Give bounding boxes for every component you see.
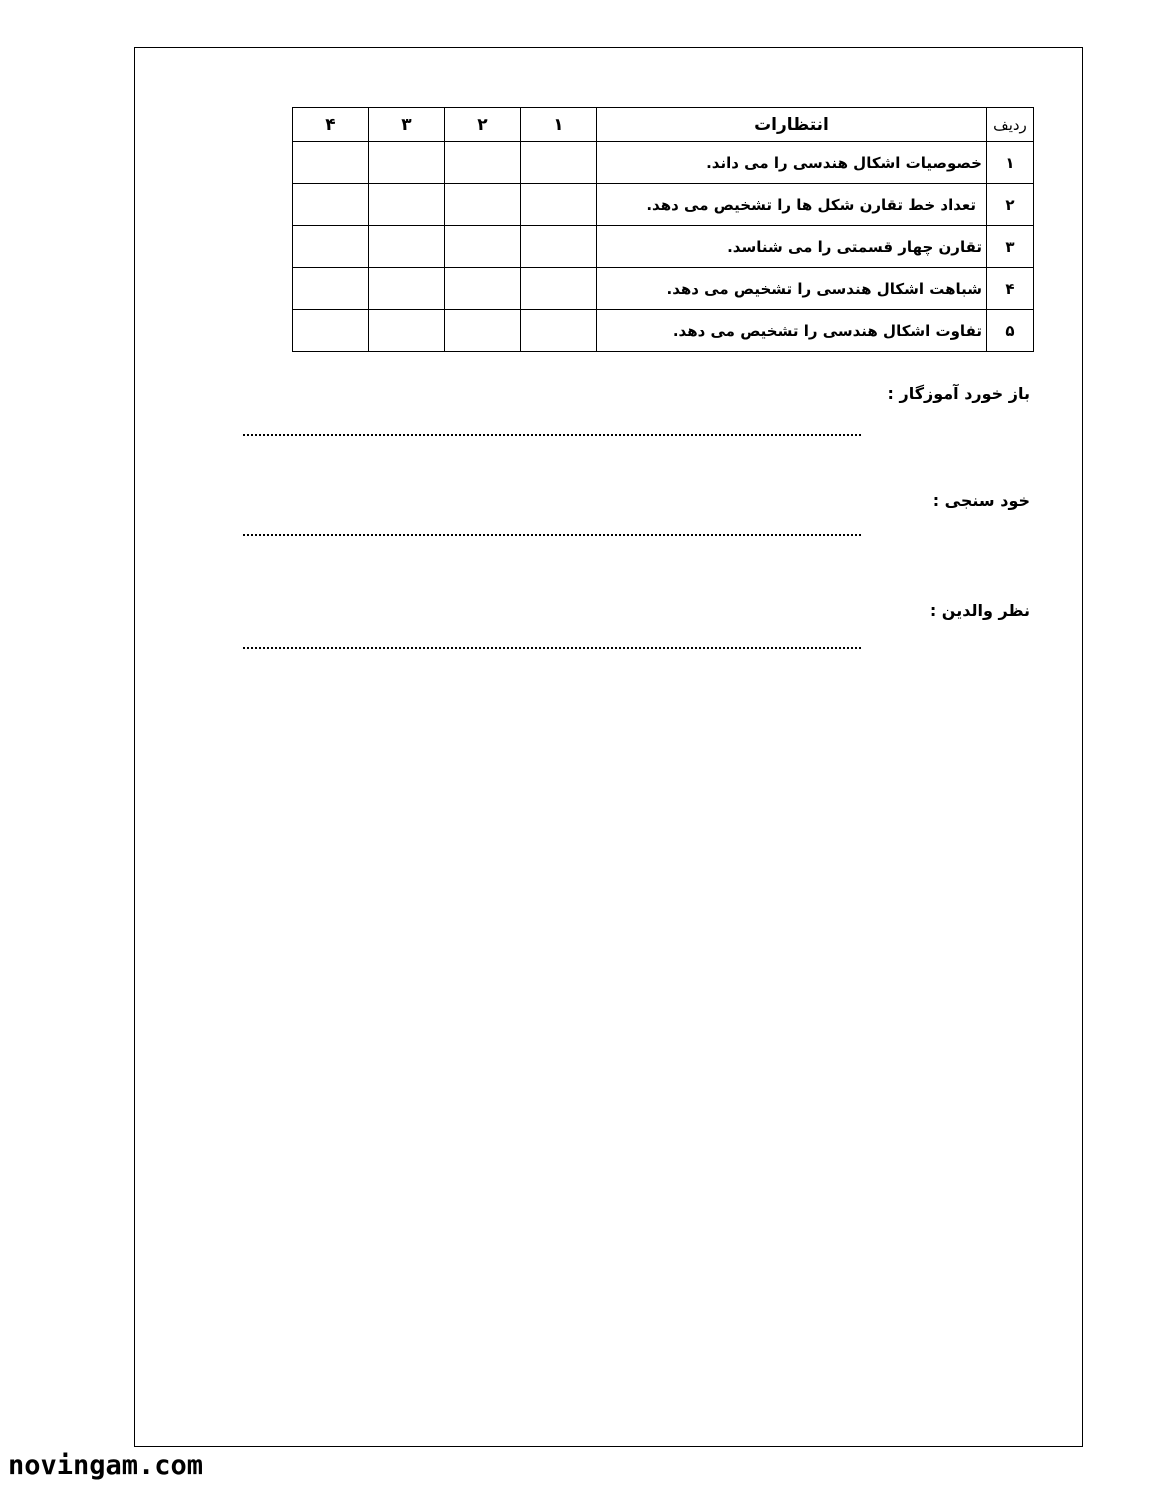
score-cell[interactable] [445,226,521,268]
row-expectation: تفاوت اشکال هندسی را تشخیص می دهد. [597,310,987,352]
row-number: ۱ [987,142,1034,184]
row-expectation: تقارن چهار قسمتی را می شناسد. [597,226,987,268]
row-number: ۵ [987,310,1034,352]
score-cell[interactable] [521,226,597,268]
score-cell[interactable] [445,184,521,226]
header-score-3: ۳ [369,108,445,142]
row-number: ۲ [987,184,1034,226]
score-cell[interactable] [445,268,521,310]
score-cell[interactable] [293,184,369,226]
score-cell[interactable] [293,142,369,184]
score-cell[interactable] [521,142,597,184]
self-assessment-line[interactable] [243,534,861,536]
parents-opinion-line[interactable] [243,647,861,649]
table-row [293,310,1034,352]
table-row [293,226,1034,268]
score-cell[interactable] [521,268,597,310]
header-score-4: ۴ [293,108,369,142]
teacher-feedback-label: باز خورد آموزگار : [887,384,1030,403]
score-cell[interactable] [369,226,445,268]
watermark-text: novingam.com [8,1450,204,1481]
assessment-table [292,107,1034,352]
header-radif: ردیف [987,108,1034,142]
table-row [293,142,1034,184]
score-cell[interactable] [293,268,369,310]
table-header-row [293,108,1034,142]
row-expectation: تعداد خط تقارن شکل ها را تشخیص می دهد. [597,184,987,226]
row-expectation: شباهت اشکال هندسی را تشخیص می دهد. [597,268,987,310]
score-cell[interactable] [369,142,445,184]
header-score-1: ۱ [521,108,597,142]
score-cell[interactable] [293,310,369,352]
score-cell[interactable] [521,310,597,352]
score-cell[interactable] [445,142,521,184]
header-score-2: ۲ [445,108,521,142]
parents-opinion-label: نظر والدین : [929,601,1030,620]
table-row [293,268,1034,310]
score-cell[interactable] [521,184,597,226]
row-number: ۴ [987,268,1034,310]
teacher-feedback-line[interactable] [243,434,861,436]
score-cell[interactable] [369,268,445,310]
table-row [293,184,1034,226]
header-expectations: انتظارات [597,108,987,142]
score-cell[interactable] [369,184,445,226]
row-expectation: خصوصیات اشکال هندسی را می داند. [597,142,987,184]
score-cell[interactable] [369,310,445,352]
self-assessment-label: خود سنجی : [932,491,1030,510]
row-number: ۳ [987,226,1034,268]
score-cell[interactable] [293,226,369,268]
score-cell[interactable] [445,310,521,352]
